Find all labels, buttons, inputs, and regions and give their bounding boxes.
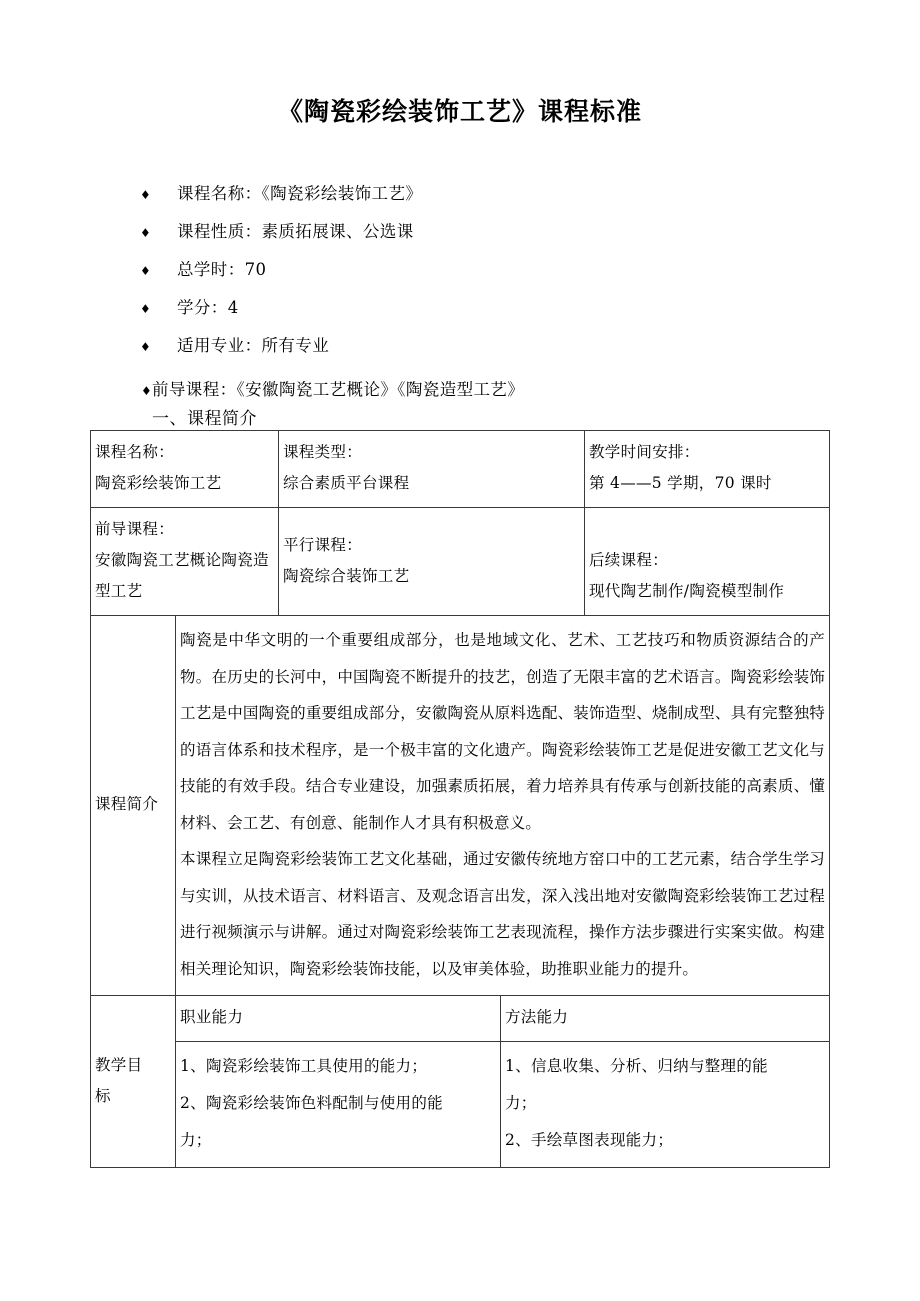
cell-course-type — [279, 431, 585, 508]
diamond-bullet-icon: ♦ — [141, 384, 152, 398]
list-item — [140, 251, 840, 289]
cell-course-name — [91, 431, 279, 508]
table-row — [91, 508, 830, 616]
list-item: 力； — [180, 1131, 212, 1149]
cell-parallel-course — [279, 508, 585, 616]
cell-followup-course — [585, 508, 830, 616]
list-item — [140, 175, 840, 213]
list-item: 2、陶瓷彩绘装饰色料配制与使用的能 — [180, 1094, 443, 1112]
list-item — [140, 213, 840, 251]
list-item-label: 学分：4 — [177, 298, 239, 317]
cell-label-teaching-goals — [91, 996, 176, 1168]
list-item-label: 适用专业：所有专业 — [177, 336, 330, 355]
cell-header-method-ability: 方法能力 — [501, 996, 830, 1042]
table-row-course-intro — [91, 616, 830, 996]
cell-prerequisite-course — [91, 508, 279, 616]
list-item-label: 前导课程：《安徽陶瓷工艺概论》《陶瓷造型工艺》 — [152, 380, 525, 399]
cell-header: 课程类型： — [283, 443, 363, 461]
cell-header: 课程名称： — [95, 443, 175, 461]
label-line-1: 教学目 — [95, 1055, 143, 1074]
list-item: 力； — [505, 1094, 537, 1112]
cell-header: 平行课程： — [283, 535, 363, 554]
intro-paragraph-2: 本课程立足陶瓷彩绘装饰工艺文化基础，通过安徽传统地方窑口中的工艺元素，结合学生学习与实训，从技术语言、材料语言、及观念语言出发，深入浅出地对安徽陶瓷彩绘装饰工艺过程进行视频演示与讲解。通过对陶瓷彩绘装饰工艺表现流程，操作方法步骤进行实案实做。构建相关理论知识，陶瓷彩绘装饰技能，以及审美体验，助推职业能力的提升。 — [180, 850, 825, 978]
diamond-bullet-icon: ♦ — [140, 340, 151, 354]
cell-label-course-intro: 课程简介 — [91, 616, 176, 996]
cell-value: 综合素质平台课程 — [283, 474, 410, 492]
cell-value: 陶瓷综合装饰工艺 — [283, 566, 410, 585]
intro-paragraph-1: 陶瓷是中华文明的一个重要组成部分，也是地域文化、艺术、工艺技巧和物质资源结合的产物。在历史的长河中，中国陶瓷不断提升的技艺，创造了无限丰富的艺术语言。陶瓷彩绘装饰工艺是中国陶瓷的重要组成部分，安徽陶瓷从原料选配、装饰造型、烧制成型、具有完整独特的语言体系和技术程序，是一个极丰富的文化遗产。陶瓷彩绘装饰工艺是促进安徽工艺文化与技能的有效手段。结合专业建设，加强素质拓展，着力培养具有传承与创新技能的高素质、懂材料、会工艺、有创意、能制作人才具有积极意义。 — [180, 631, 825, 832]
cell-header: 后续课程： — [589, 551, 669, 569]
table-row-goals-header — [91, 996, 830, 1042]
section-heading: 一、课程简介 — [152, 409, 257, 429]
list-item-label: 课程名称：《陶瓷彩绘装饰工艺》 — [177, 184, 423, 203]
diamond-bullet-icon: ♦ — [140, 302, 151, 316]
cell-vocational-ability-list — [176, 1042, 501, 1168]
cell-header: 教学时间安排： — [589, 443, 700, 461]
cell-value: 陶瓷彩绘装饰工艺 — [95, 474, 222, 492]
list-item: 2、手绘草图表现能力； — [505, 1131, 674, 1149]
list-item — [140, 289, 840, 327]
table-row — [91, 431, 830, 508]
diamond-bullet-icon: ♦ — [140, 226, 151, 240]
list-item-label: 总学时：70 — [177, 260, 267, 279]
course-info-table — [90, 430, 830, 1168]
course-meta-list — [140, 175, 840, 409]
cell-header-vocational-ability: 职业能力 — [176, 996, 501, 1042]
cell-value: 第 4——5 学期，70 课时 — [589, 474, 772, 492]
diamond-bullet-icon: ♦ — [140, 264, 151, 278]
list-item-label: 课程性质：素质拓展课、公选课 — [177, 222, 414, 241]
table-row-goals-body — [91, 1042, 830, 1168]
cell-teaching-schedule — [585, 431, 830, 508]
page-title: 《陶瓷彩绘装饰工艺》课程标准 — [277, 97, 642, 126]
cell-value-line2: 型工艺 — [95, 582, 143, 600]
list-item: 1、陶瓷彩绘装饰工具使用的能力； — [180, 1057, 428, 1075]
list-item: 1、信息收集、分析、归纳与整理的能 — [505, 1057, 768, 1075]
list-item — [140, 327, 840, 365]
cell-value: 现代陶艺制作/陶瓷模型制作 — [589, 582, 785, 600]
diamond-bullet-icon: ♦ — [140, 188, 151, 202]
cell-value-line1: 安徽陶瓷工艺概论陶瓷造 — [95, 551, 269, 569]
label-line-2: 标 — [95, 1086, 111, 1105]
cell-header: 前导课程： — [95, 520, 175, 538]
cell-course-intro-text — [176, 616, 830, 996]
cell-method-ability-list — [501, 1042, 830, 1168]
